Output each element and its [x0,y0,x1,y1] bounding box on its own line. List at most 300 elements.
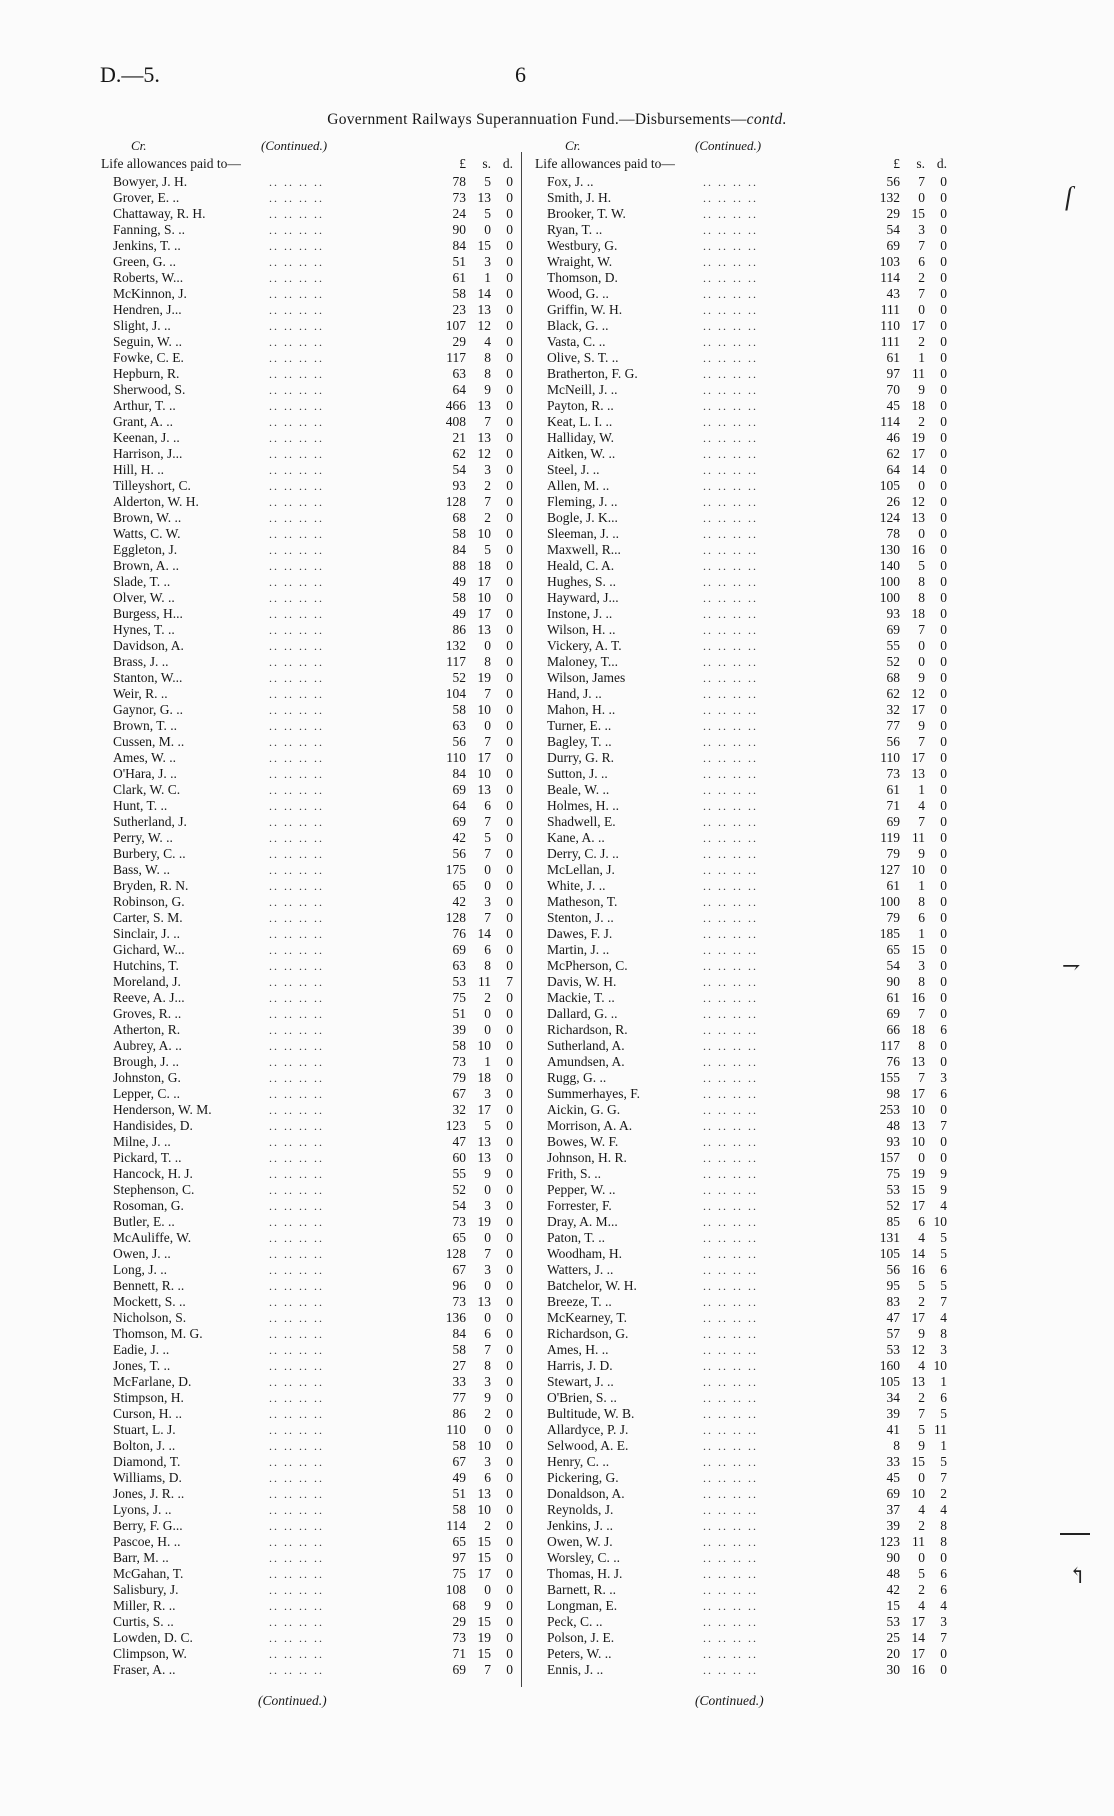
table-row [101,206,531,222]
shillings-value: 18 [911,1022,925,1037]
leader-dots: .. .. .. .. [269,303,324,317]
shillings-value: 0 [484,718,491,733]
pence-value: 0 [940,1006,947,1021]
shillings-value: 14 [911,1630,925,1645]
shillings-value: 4 [484,334,491,349]
shillings-value: 12 [477,318,491,333]
payee-name: Fleming, J. .. [547,494,618,509]
shillings-value: 0 [484,878,491,893]
payee-name: Brass, J. .. [113,654,169,669]
payee-name: Green, G. .. [113,254,176,269]
pence-value: 0 [506,654,513,669]
payee-name: Hendren, J... [113,302,182,317]
shillings-value: 17 [911,702,925,717]
pence-value: 0 [506,1502,513,1517]
pounds-value: 466 [445,398,466,413]
leader-dots: .. .. .. .. [269,847,324,861]
shillings-value: 7 [484,1662,491,1677]
shillings-value: 7 [484,1342,491,1357]
payee-name: Brown, T. .. [113,718,177,733]
leader-dots: .. .. .. .. [703,271,758,285]
pence-value: 0 [506,1214,513,1229]
payee-name: Bryden, R. N. [113,878,189,893]
shillings-value: 7 [484,846,491,861]
pence-value: 0 [506,958,513,973]
shillings-value: 13 [477,430,491,445]
shillings-value: 5 [484,830,491,845]
leader-dots: .. .. .. .. [703,1007,758,1021]
table-row [101,1070,531,1086]
table-row [535,174,965,190]
shillings-value: 17 [911,1614,925,1629]
pence-value: 0 [506,222,513,237]
table-row [535,1102,965,1118]
pounds-value: 108 [445,1582,466,1597]
shillings-value: 2 [484,1406,491,1421]
payee-name: Fox, J. .. [547,174,594,189]
payee-name: Stephenson, C. [113,1182,195,1197]
table-row [535,974,965,990]
pounds-value: 157 [879,1150,900,1165]
leader-dots: .. .. .. .. [703,1039,758,1053]
pence-value: 5 [940,1230,947,1245]
pounds-value: 114 [880,270,900,285]
payee-name: Reeve, A. J... [113,990,185,1005]
payee-name: Smith, J. H. [547,190,612,205]
payee-name: Brown, A. .. [113,558,180,573]
payee-name: Gichard, W... [113,942,185,957]
right-continued-footer: (Continued.) [695,1693,764,1708]
table-row [535,398,965,414]
shillings-value: 15 [911,1454,925,1469]
pence-value: 0 [506,350,513,365]
pounds-value: 65 [452,878,466,893]
shillings-value: 0 [484,1182,491,1197]
pounds-value: 114 [446,1518,466,1533]
leader-dots: .. .. .. .. [269,1167,324,1181]
shillings-value: 7 [918,734,925,749]
table-row [535,430,965,446]
pence-value: 0 [940,558,947,573]
pounds-value: 69 [452,1662,466,1677]
payee-name: Stewart, J. .. [547,1374,614,1389]
pence-value: 0 [940,446,947,461]
shillings-value: 17 [911,446,925,461]
table-row [535,1310,965,1326]
shillings-value: 2 [918,1582,925,1597]
payee-name: Heald, C. A. [547,558,615,573]
table-row [535,638,965,654]
pence-value: 0 [940,974,947,989]
shillings-value: 13 [911,510,925,525]
shillings-value: 0 [484,1230,491,1245]
pence-value: 0 [506,254,513,269]
pounds-value: 48 [886,1118,900,1133]
shillings-value: 15 [477,1550,491,1565]
pence-value: 0 [506,190,513,205]
payee-name: Westbury, G. [547,238,618,253]
pounds-value: 45 [886,1470,900,1485]
table-row [101,366,531,382]
table-row [101,1022,531,1038]
payee-name: Mackie, T. .. [547,990,615,1005]
table-row [535,910,965,926]
table-row [101,462,531,478]
payee-name: Pickard, T. .. [113,1150,182,1165]
payee-name: Wraight, W. [547,254,613,269]
table-row [101,1006,531,1022]
shillings-value: 7 [484,734,491,749]
shillings-value: 8 [918,1038,925,1053]
table-row [101,1630,531,1646]
pence-value: 3 [940,1342,947,1357]
pence-value: 0 [506,830,513,845]
payee-name: Robinson, G. [113,894,185,909]
table-row [535,718,965,734]
pence-value: 0 [940,990,947,1005]
payee-name: Bultitude, W. B. [547,1406,635,1421]
table-row [101,1262,531,1278]
payee-name: Lyons, J. .. [113,1502,172,1517]
pence-value: 0 [506,574,513,589]
payee-name: Sutherland, J. [113,814,187,829]
pounds-value: 76 [452,926,466,941]
shillings-value: 4 [918,1358,925,1373]
shillings-value: 10 [477,766,491,781]
shillings-value: 14 [911,462,925,477]
pounds-value: 15 [886,1598,900,1613]
table-row [535,206,965,222]
shillings-value: 2 [484,478,491,493]
table-row [101,430,531,446]
table-row [535,1438,965,1454]
leader-dots: .. .. .. .. [269,1295,324,1309]
pence-value: 0 [506,286,513,301]
payee-name: Brough, J. .. [113,1054,180,1069]
pounds-value: 39 [886,1406,900,1421]
table-row [535,1214,965,1230]
leader-dots: .. .. .. .. [703,751,758,765]
leader-dots: .. .. .. .. [269,1535,324,1549]
leader-dots: .. .. .. .. [269,415,324,429]
payee-name: Tilleyshort, C. [113,478,191,493]
pounds-value: 61 [886,350,900,365]
shillings-value: 0 [484,638,491,653]
shillings-value: 0 [918,638,925,653]
table-row [101,1278,531,1294]
pence-value: 8 [940,1326,947,1341]
pounds-value: 56 [886,1262,900,1277]
shillings-value: 6 [918,1214,925,1229]
leader-dots: .. .. .. .. [269,1599,324,1613]
pounds-value: 52 [452,670,466,685]
leader-dots: .. .. .. .. [269,1023,324,1037]
leader-dots: .. .. .. .. [269,1455,324,1469]
leader-dots: .. .. .. .. [703,1199,758,1213]
leader-dots: .. .. .. .. [269,431,324,445]
payee-name: Maxwell, R... [547,542,621,557]
leader-dots: .. .. .. .. [269,207,324,221]
pence-value: 0 [506,1454,513,1469]
shillings-value: 1 [918,350,925,365]
leader-dots: .. .. .. .. [269,751,324,765]
shillings-value: 6 [484,1326,491,1341]
pence-value: 0 [940,894,947,909]
pence-value: 0 [940,718,947,733]
shillings-value: 8 [918,574,925,589]
leader-dots: .. .. .. .. [269,1087,324,1101]
pence-value: 6 [940,1582,947,1597]
payee-name: Burbery, C. .. [113,846,186,861]
pence-value: 0 [506,414,513,429]
leader-dots: .. .. .. .. [703,687,758,701]
payee-name: Burgess, H... [113,606,183,621]
pounds-value: 51 [452,254,466,269]
table-row [535,222,965,238]
shillings-value: 12 [477,446,491,461]
table-row [535,1470,965,1486]
table-row [101,1534,531,1550]
pounds-value: 26 [886,494,900,509]
pounds-value: 103 [879,254,900,269]
shillings-value: 8 [484,958,491,973]
pence-value: 7 [940,1294,947,1309]
pounds-value: 90 [452,222,466,237]
pence-value: 0 [940,638,947,653]
table-row [101,1038,531,1054]
pence-value: 6 [940,1022,947,1037]
table-row [535,878,965,894]
pence-value: 0 [940,190,947,205]
payee-name: Arthur, T. .. [113,398,176,413]
table-row [535,1278,965,1294]
leader-dots: .. .. .. .. [269,367,324,381]
payee-name: Polson, J. E. [547,1630,615,1645]
shillings-value: 15 [911,942,925,957]
shillings-value: 10 [911,862,925,877]
pounds-value: 93 [886,1134,900,1149]
table-row [535,1374,965,1390]
leader-dots: .. .. .. .. [703,399,758,413]
pence-value: 4 [940,1198,947,1213]
leader-dots: .. .. .. .. [269,1247,324,1261]
pence-value: 0 [506,1310,513,1325]
pence-value: 5 [940,1246,947,1261]
payee-name: Curtis, S. .. [113,1614,174,1629]
pence-value: 7 [940,1118,947,1133]
pounds-value: 58 [452,1502,466,1517]
pounds-value: 52 [452,1182,466,1197]
leader-dots: .. .. .. .. [703,735,758,749]
payee-name: Wilson, James [547,670,626,685]
leader-dots: .. .. .. .. [703,895,758,909]
pence-value: 0 [506,494,513,509]
leader-dots: .. .. .. .. [703,1455,758,1469]
leader-dots: .. .. .. .. [269,1375,324,1389]
leader-dots: .. .. .. .. [269,1615,324,1629]
leader-dots: .. .. .. .. [269,575,324,589]
pounds-value: 56 [886,174,900,189]
leader-dots: .. .. .. .. [269,959,324,973]
pounds-value: 69 [452,942,466,957]
leader-dots: .. .. .. .. [269,639,324,653]
payee-name: Brown, W. .. [113,510,182,525]
payee-name: Forrester, F. [547,1198,612,1213]
pounds-value: 100 [879,590,900,605]
table-row [535,1358,965,1374]
shillings-value: 7 [484,414,491,429]
table-row [101,1102,531,1118]
table-row [535,1086,965,1102]
payee-name: Pickering, G. [547,1470,619,1485]
shillings-value: 10 [911,1486,925,1501]
table-row [101,382,531,398]
pence-value: 0 [506,174,513,189]
pence-value: 0 [506,638,513,653]
pounds-value: 93 [452,478,466,493]
table-row [535,1342,965,1358]
shillings-value: 17 [477,574,491,589]
table-row [535,782,965,798]
pence-value: 9 [940,1182,947,1197]
leader-dots: .. .. .. .. [269,735,324,749]
leader-dots: .. .. .. .. [269,1439,324,1453]
pence-value: 10 [933,1214,947,1229]
pounds-value: 73 [452,190,466,205]
pounds-value: 124 [879,510,900,525]
pounds-value: 61 [886,782,900,797]
payee-name: Richardson, G. [547,1326,629,1341]
pence-value: 1 [940,1438,947,1453]
payee-name: Stimpson, H. [113,1390,184,1405]
table-row [101,1486,531,1502]
table-row [535,1198,965,1214]
payee-name: Long, J. .. [113,1262,167,1277]
leader-dots: .. .. .. .. [269,1231,324,1245]
leader-dots: .. .. .. .. [269,1055,324,1069]
pence-value: 5 [940,1278,947,1293]
table-row [101,1230,531,1246]
pounds-value: 90 [886,1550,900,1565]
pounds-value: 33 [452,1374,466,1389]
shillings-value: 5 [918,1422,925,1437]
shillings-value: 19 [911,1166,925,1181]
table-row [535,686,965,702]
pence-value: 0 [506,1614,513,1629]
pence-value: 0 [506,910,513,925]
pence-value: 0 [506,1294,513,1309]
pounds-value: 25 [886,1630,900,1645]
shillings-value: 15 [911,206,925,221]
shillings-value: 17 [911,750,925,765]
pounds-value: 39 [452,1022,466,1037]
leader-dots: .. .. .. .. [269,927,324,941]
payee-name: Payton, R. .. [547,398,614,413]
pence-value: 0 [506,846,513,861]
payee-name: Pepper, W. .. [547,1182,616,1197]
pounds-value: 51 [452,1486,466,1501]
pounds-value: 69 [886,1006,900,1021]
payee-name: Jones, J. R. .. [113,1486,185,1501]
leader-dots: .. .. .. .. [269,543,324,557]
pence-value: 8 [940,1518,947,1533]
table-row [535,254,965,270]
table-row [535,446,965,462]
shillings-value: 2 [484,990,491,1005]
pounds-value: 33 [886,1454,900,1469]
pounds-value: 86 [452,1406,466,1421]
pounds-value: 75 [452,1566,466,1581]
shillings-value: 11 [478,974,491,989]
pounds-value: 117 [880,1038,900,1053]
table-row [535,1534,965,1550]
pounds-value: 253 [879,1102,900,1117]
table-row [101,622,531,638]
table-row [535,622,965,638]
shillings-value: 18 [911,398,925,413]
payee-name: Stanton, W... [113,670,183,685]
leader-dots: .. .. .. .. [703,1471,758,1485]
pence-value: 6 [940,1566,947,1581]
payee-name: Slade, T. .. [113,574,171,589]
payee-name: Carter, S. M. [113,910,183,925]
table-row [535,542,965,558]
table-row [101,766,531,782]
table-row [101,750,531,766]
pence-value: 0 [506,1342,513,1357]
pounds-value: 57 [886,1326,900,1341]
table-row [101,1118,531,1134]
pounds-value: 58 [452,590,466,605]
pounds-value: 185 [879,926,900,941]
leader-dots: .. .. .. .. [269,671,324,685]
shillings-value: 5 [918,1278,925,1293]
pence-value: 0 [506,1438,513,1453]
left-subheading [101,156,531,174]
leader-dots: .. .. .. .. [703,495,758,509]
leader-dots: .. .. .. .. [703,1423,758,1437]
shillings-value: 1 [918,878,925,893]
table-row [535,702,965,718]
table-row [101,1422,531,1438]
leader-dots: .. .. .. .. [269,991,324,1005]
pence-value: 0 [940,702,947,717]
leader-dots: .. .. .. .. [269,1519,324,1533]
table-row [101,558,531,574]
shillings-value: 2 [918,1390,925,1405]
shillings-value: 10 [477,1438,491,1453]
pounds-value: 29 [452,334,466,349]
shillings-value: 9 [484,1166,491,1181]
pence-value: 0 [940,958,947,973]
payee-name: Keenan, J. .. [113,430,180,445]
pounds-value: 61 [886,878,900,893]
payee-name: Aitken, W. .. [547,446,616,461]
table-row [101,1086,531,1102]
pence-value: 0 [506,670,513,685]
payee-name: Williams, D. [113,1470,182,1485]
pence-value: 0 [940,494,947,509]
leader-dots: .. .. .. .. [703,511,758,525]
pounds-value: 21 [452,430,466,445]
leader-dots: .. .. .. .. [269,271,324,285]
pence-value: 0 [940,942,947,957]
leader-dots: .. .. .. .. [703,1535,758,1549]
leader-dots: .. .. .. .. [269,591,324,605]
pence-value: 0 [940,830,947,845]
shillings-value: 0 [484,1422,491,1437]
leader-dots: .. .. .. .. [703,1215,758,1229]
